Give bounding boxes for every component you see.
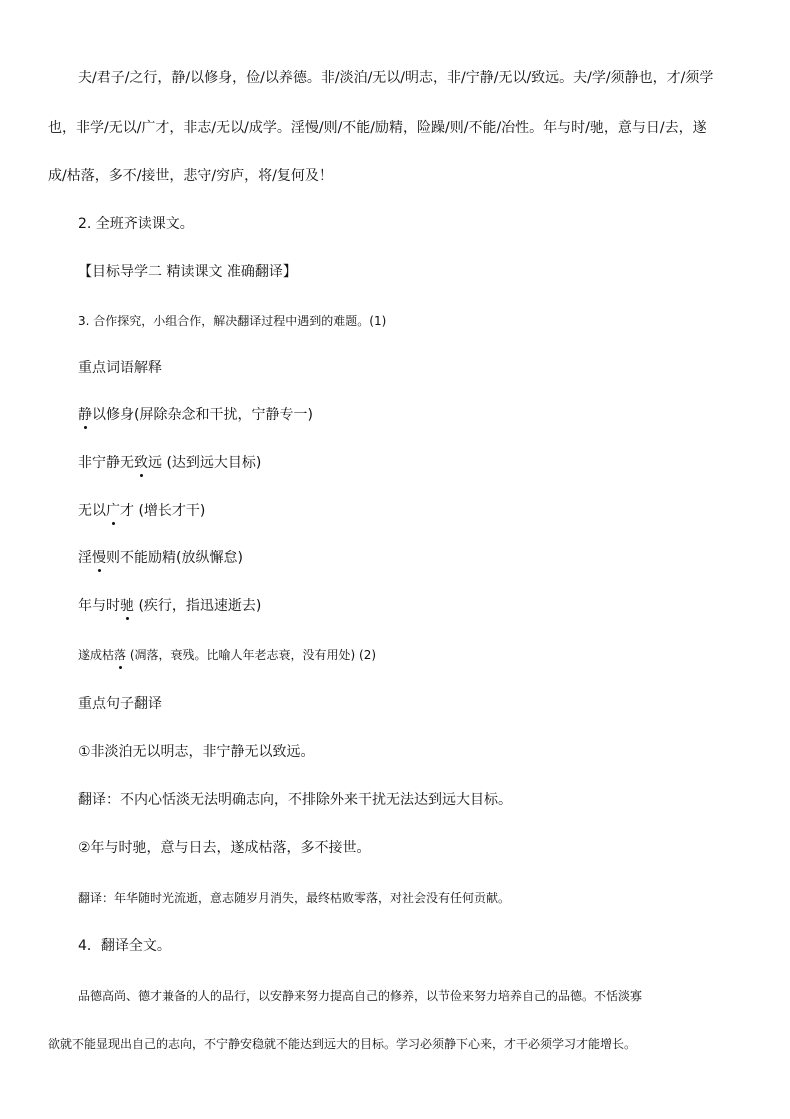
classical-text-line-3: 成/枯落，多不/接世，悲守/穷庐，将/复何及！ — [48, 168, 333, 184]
item-4: 4．翻译全文。 — [78, 938, 171, 954]
key-sentence-2: ②年与时驰，意与日去，遂成枯落，多不接世。 — [78, 840, 371, 856]
key-word-4: 淫慢则不能励精(放纵懈怠) — [78, 550, 243, 566]
key-word-5: 年与时驰 (疾行，指迅速逝去) — [78, 598, 262, 614]
key-word-1: 静以修身(屏除杂念和干扰，宁静专一) — [78, 407, 313, 423]
key-word-2: 非宁静无致远 (达到远大目标) — [78, 455, 262, 471]
emphasis-dot-char: 致 — [134, 455, 148, 471]
key-sentence-1: ①非淡泊无以明志，非宁静无以致远。 — [78, 744, 315, 760]
key-sentences-heading: 重点句子翻译 — [78, 696, 162, 712]
translation-2: 翻译：年华随时光流逝，意志随岁月消失，最终枯败零落，对社会没有任何贡献。 — [78, 891, 511, 905]
full-translation-line-1: 品德高尚、德才兼备的人的品行，以安静来努力提高自己的修养，以节俭来努力培养自己的品德。不恬淡寡 — [78, 989, 643, 1003]
classical-text-line-2: 也，非学/无以/广才，非志/无以/成学。淫慢/则/不能/励精，险躁/则/不能/冶性。年与时/驰，意与日/去，遂 — [48, 120, 707, 136]
emphasis-dot-char: 落 — [114, 645, 126, 665]
key-words-heading: 重点词语解释 — [78, 360, 162, 376]
item-2: 2. 全班齐读课文。 — [78, 216, 194, 232]
section-header: 【目标导学二 精读课文 准确翻译】 — [78, 264, 297, 280]
item-3: 3. 合作探究，小组合作，解决翻译过程中遇到的难题。(1) — [78, 314, 387, 328]
emphasis-dot-char: 静 — [78, 407, 92, 423]
translation-1: 翻译：不内心恬淡无法明确志向，不排除外来干扰无法达到远大目标。 — [78, 792, 512, 808]
full-translation-line-2: 欲就不能显现出自己的志向，不宁静安稳就不能达到远大的目标。学习必须静下心来，才干必须学习才能增长。 — [48, 1037, 637, 1051]
emphasis-dot-char: 慢 — [92, 550, 106, 566]
emphasis-dot-char: 驰 — [120, 598, 134, 614]
key-word-6: 遂成枯落 (凋落，衰残。比喻人年老志衰，没有用处) (2) — [78, 645, 376, 665]
key-word-3: 无以广才 (增长才干) — [78, 503, 206, 519]
emphasis-dot-char: 广 — [106, 503, 120, 519]
classical-text-line-1: 夫/君子/之行，静/以修身，俭/以养德。非/淡泊/无以/明志，非/宁静/无以/致远。夫/学/须静也，才/须学 — [78, 70, 714, 86]
